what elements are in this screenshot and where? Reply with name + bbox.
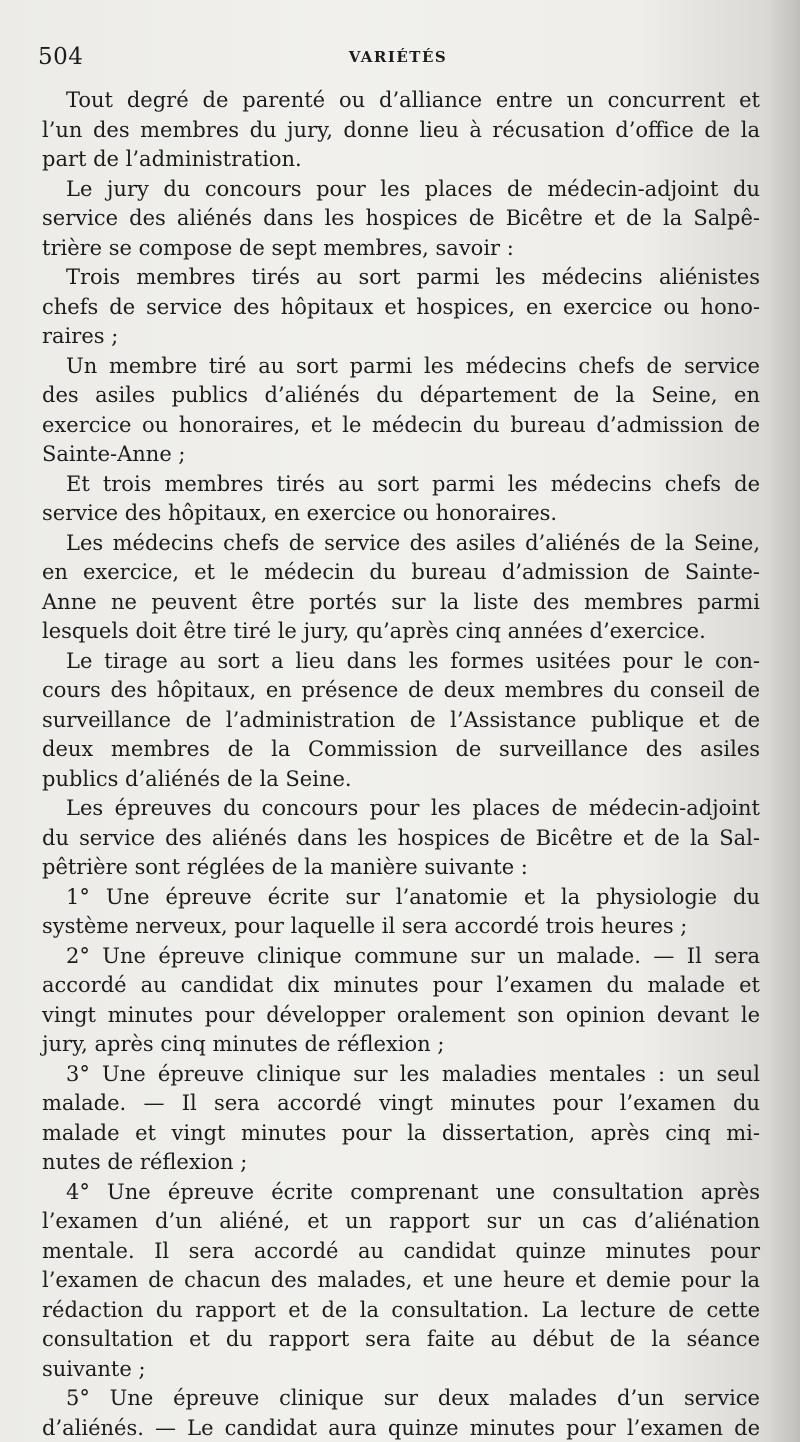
text-line: publics d’aliénés de la Seine. bbox=[42, 766, 352, 791]
text-line: Un membre tiré au sort parmi les médecins chefs de service bbox=[66, 353, 760, 378]
text-line: chefs de service des hôpitaux et hospices, en exercice ou hono- bbox=[42, 294, 760, 319]
text-line: système nerveux, pour laquelle il sera accordé trois heures ; bbox=[42, 914, 688, 938]
text-line: en exercice, et le médecin du bureau d’admission de Sainte- bbox=[42, 560, 760, 584]
text-line: mentale. Il sera accordé au candidat quinze minutes pour bbox=[42, 1238, 760, 1263]
text-line: rédaction du rapport et de la consultation. La lecture de cette bbox=[42, 1297, 760, 1322]
text-line: 1° Une épreuve écrite sur l’anatomie et la physiologie du bbox=[66, 884, 760, 909]
text-line: Anne ne peuvent être portés sur la liste des membres parmi bbox=[42, 589, 760, 614]
text-line: consultation et du rapport sera faite au début de la séance bbox=[42, 1327, 760, 1351]
text-line: cours des hôpitaux, en présence de deux membres du conseil de bbox=[42, 678, 760, 702]
page-header bbox=[38, 44, 758, 74]
text-line: Le jury du concours pour les places de médecin-adjoint du bbox=[66, 176, 760, 201]
text-line: l’un des membres du jury, donne lieu à récusation d’office de la bbox=[42, 117, 760, 142]
text-line: surveillance de l’administration de l’Assistance publique et de bbox=[42, 707, 760, 732]
text-line: suivante ; bbox=[42, 1356, 146, 1381]
text-line: service des aliénés dans les hospices de Bicêtre et de la Salpê- bbox=[42, 206, 760, 230]
text-line: 3° Une épreuve clinique sur les maladies mentales : un seul bbox=[66, 1061, 760, 1086]
text-line: 2° Une épreuve clinique commune sur un malade. — Il sera bbox=[66, 943, 760, 968]
text-line: service des hôpitaux, en exercice ou honoraires. bbox=[42, 501, 558, 525]
text-line: Les médecins chefs de service des asiles d’aliénés de la Seine, bbox=[66, 530, 760, 555]
text-line: des asiles publics d’aliénés du département de la Seine, en bbox=[42, 383, 760, 407]
text-line: Et trois membres tirés au sort parmi les médecins chefs de bbox=[66, 471, 760, 496]
text-line: part de l’administration. bbox=[42, 147, 302, 171]
text-line: l’examen de chacun des malades, et une heure et demie pour la bbox=[42, 1268, 760, 1292]
text-line: vingt minutes pour développer oralement son opinion devant le bbox=[42, 1002, 760, 1027]
text-line: Trois membres tirés au sort parmi les médecins aliénistes bbox=[66, 265, 760, 289]
text-line: 5° Une épreuve clinique sur deux malades d’un service bbox=[66, 1386, 760, 1410]
text-line: d’aliénés. — Le candidat aura quinze minutes pour l’examen de bbox=[42, 1415, 760, 1440]
text-line: nutes de réflexion ; bbox=[42, 1150, 248, 1174]
page-number: 504 bbox=[38, 44, 84, 70]
text-line: trière se compose de sept membres, savoir : bbox=[42, 235, 514, 260]
text-line: malade. — Il sera accordé vingt minutes pour l’examen du bbox=[42, 1091, 760, 1115]
text-line: Tout degré de parenté ou d’alliance entre un concurrent et bbox=[66, 88, 760, 112]
text-line: raires ; bbox=[42, 324, 119, 348]
text-line: du service des aliénés dans les hospices de Bicêtre et de la Sal- bbox=[42, 825, 760, 850]
text-line: Sainte-Anne ; bbox=[42, 442, 186, 466]
text-line: Le tirage au sort a lieu dans les formes usitées pour le con- bbox=[66, 648, 760, 673]
body-text bbox=[42, 86, 760, 1442]
text-line: deux membres de la Commission de surveillance des asiles bbox=[42, 737, 760, 761]
text-line: lesquels doit être tiré le jury, qu’après cinq années d’exercice. bbox=[42, 619, 706, 643]
text-line: jury, après cinq minutes de réflexion ; bbox=[42, 1032, 445, 1056]
text-line: Les épreuves du concours pour les places de médecin-adjoint bbox=[66, 796, 760, 820]
text-line: 4° Une épreuve écrite comprenant une consultation après bbox=[66, 1179, 760, 1204]
running-head: VARIÉTÉS bbox=[348, 48, 448, 66]
text-line: accordé au candidat dix minutes pour l’examen du malade et bbox=[42, 973, 760, 997]
text-line: malade et vingt minutes pour la dissertation, après cinq mi- bbox=[42, 1120, 760, 1145]
text-line: pêtrière sont réglées de la manière suivante : bbox=[42, 855, 528, 879]
text-line: l’examen d’un aliéné, et un rapport sur un cas d’aliénation bbox=[42, 1209, 760, 1233]
text-line: exercice ou honoraires, et le médecin du bureau d’admission de bbox=[42, 412, 760, 437]
